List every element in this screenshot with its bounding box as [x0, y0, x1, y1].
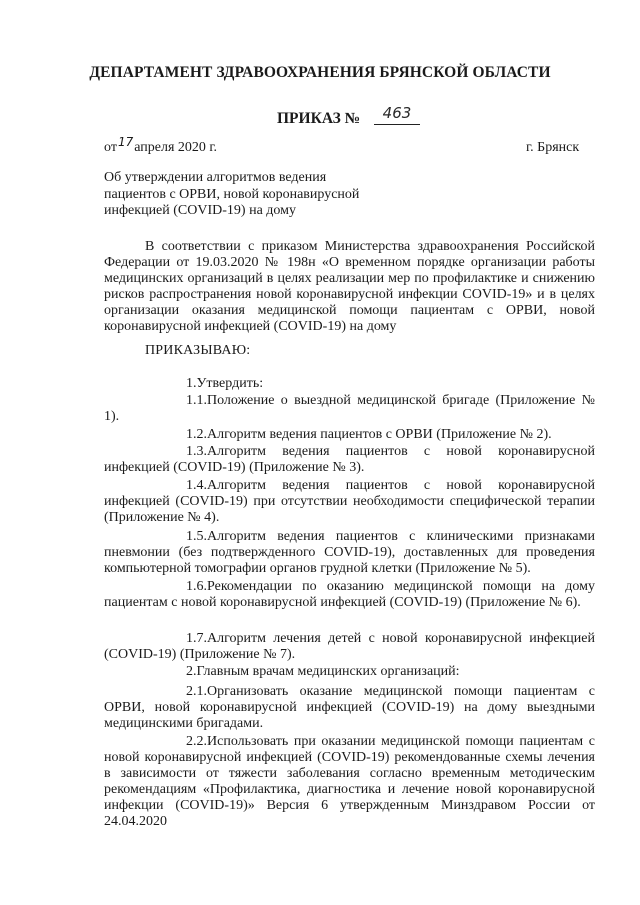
date-day: 17: [117, 135, 134, 149]
list-item: [104, 444, 595, 476]
items-block: [104, 444, 595, 476]
preamble-block: [104, 239, 595, 335]
order-date: [104, 135, 218, 156]
order-subject: [104, 170, 359, 220]
item-number: 1.3.: [186, 444, 207, 459]
item-text: Алгоритм ведения пациентов с новой коронавирусной инфекцией (COVID-19) (Приложение № 3).: [104, 444, 595, 475]
item-number: 1.1.: [186, 393, 207, 408]
order-city: г. Брянск: [526, 140, 580, 155]
list-item: [104, 427, 595, 443]
item-number: 1.6.: [186, 579, 207, 594]
list-item: [104, 579, 595, 611]
list-item: [104, 631, 595, 663]
item-text: Организовать оказание медицинской помощи пациентам с ОРВИ, новой коронавирусной инфекцией (COVID-19) на дому выездными медицинскими бригадами.: [104, 684, 595, 731]
order-number: 463: [374, 104, 420, 125]
department-heading: ДЕПАРТАМЕНТ ЗДРАВООХРАНЕНИЯ БРЯНСКОЙ ОБЛАСТИ: [89, 64, 551, 81]
list-item: [104, 376, 595, 392]
items-block: [104, 631, 595, 663]
date-prefix: от: [104, 140, 117, 155]
date-rest: апреля 2020 г.: [134, 140, 218, 155]
item-text: Рекомендации по оказанию медицинской помощи на дому пациентам с новой коронавирусной инфекцией (COVID-19) (Приложение № 6).: [104, 579, 595, 610]
subject-line: пациентов с ОРВИ, новой коронавирусной: [104, 186, 360, 202]
item-text: Алгоритм ведения пациентов с клиническими признаками пневмонии (без подтвержденного COVID-19), доставленных для проведения компьютерной томографии органов грудной клетки (Приложение № 5).: [104, 529, 595, 576]
subject-line: инфекцией (COVID-19) на дому: [104, 203, 297, 218]
list-item: [104, 393, 595, 425]
list-item: [104, 664, 595, 680]
items-block: [104, 376, 595, 392]
item-number: 2.1.: [186, 684, 207, 699]
item-text: Алгоритм ведения пациентов с новой коронавирусной инфекцией (COVID-19) при отсутствии необходимости специфической терапии (Приложение № 4).: [104, 478, 595, 525]
orders-word: ПРИКАЗЫВАЮ:: [145, 343, 251, 358]
preamble-text: В соответствии с приказом Министерства здравоохранения Российской Федерации от 19.03.2020 № 198н «О временном порядке организации работы медицинских организаций в целях реализации мер по профилактике и снижению рисков распространения новой коронавирусной инфекции COVID-19» и в целях организации оказания медицинской помощи пациентам с ОРВИ, новой коронавирусной инфекцией (COVID-19) на дому: [104, 239, 595, 334]
item-number: 1.2.: [186, 427, 207, 442]
item-text: Главным врачам медицинских организаций:: [196, 664, 460, 679]
items-block: [104, 579, 595, 611]
items-block: [104, 529, 595, 577]
item-text: Использовать при оказании медицинской помощи пациентам с новой коронавирусной инфекцией (COVID-19) рекомендованные схемы лечения в зависимости от тяжести заболевания согласно временным методическим рекомендациям «Профилактика, диагностика и лечение новой коронавирусной инфекции (COVID-19)» Версия 6 утвержденным Минздравом России от 24.04.2020: [104, 734, 595, 829]
items-block: [104, 734, 595, 830]
item-number: 1.7.: [186, 631, 207, 646]
item-number: 1.: [186, 376, 197, 391]
list-item: [104, 529, 595, 577]
item-number: 2.: [186, 664, 197, 679]
item-text: Алгоритм ведения пациентов с ОРВИ (Приложение № 2).: [207, 427, 552, 442]
item-text: Положение о выездной медицинской бригаде (Приложение № 1).: [104, 393, 595, 424]
order-label: ПРИКАЗ №: [277, 110, 361, 127]
item-number: 1.4.: [186, 478, 207, 493]
item-text: Алгоритм лечения детей с новой коронавирусной инфекцией (COVID-19) (Приложение № 7).: [104, 631, 595, 662]
list-item: [104, 684, 595, 732]
items-block: [104, 478, 595, 526]
list-item: [104, 478, 595, 526]
items-block: [104, 684, 595, 732]
items-block: [104, 427, 595, 443]
item-number: 1.5.: [186, 529, 207, 544]
items-block: [104, 393, 595, 425]
subject-line: Об утверждении алгоритмов ведения: [104, 170, 327, 185]
items-block: [104, 664, 595, 680]
item-number: 2.2.: [186, 734, 207, 749]
list-item: [104, 734, 595, 830]
item-text: Утвердить:: [196, 376, 264, 391]
